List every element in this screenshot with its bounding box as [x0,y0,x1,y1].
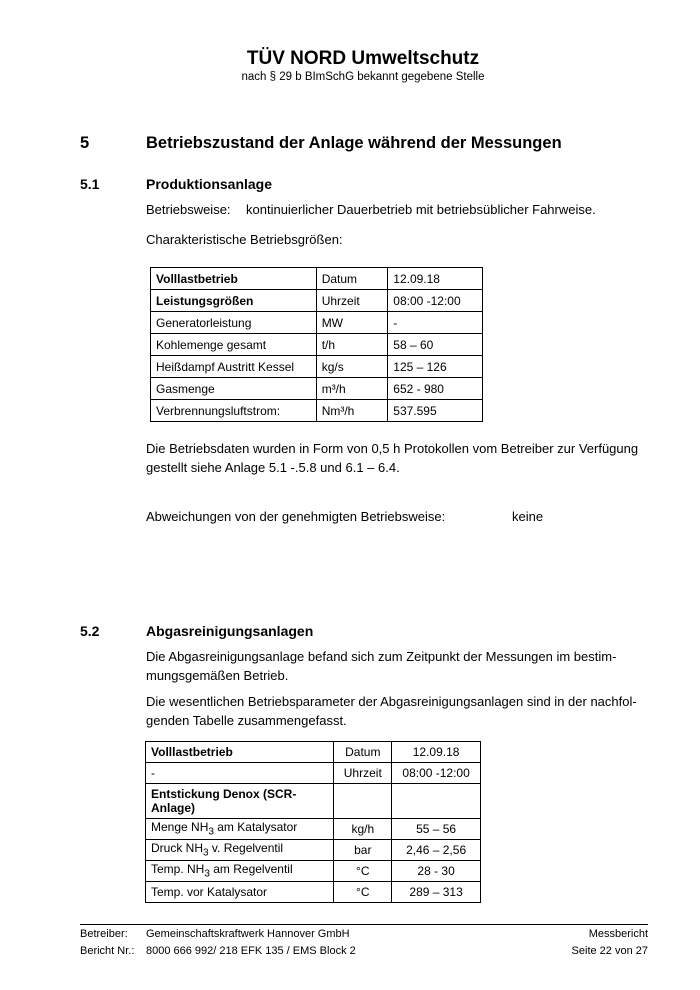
table-cell: Datum [334,742,392,763]
table-cell [146,819,334,840]
header-subtitle: nach § 29 b BImSchG bekannt gegebene Stelle [241,71,485,83]
footer-report-value: 8000 666 992/ 218 EFK 135 / EMS Block 2 [146,945,356,957]
table-row [146,840,481,861]
text-part: am Katalysator [213,820,298,835]
table-cell: Uhrzeit [334,763,392,784]
deviation-value: keine [512,509,544,524]
table-cell: Volllastbetrieb [146,742,334,763]
table-cell: 58 – 60 [388,334,483,356]
text-part: am Regelventil [209,862,293,877]
table-cell: - [388,312,483,334]
table-cell: 652 - 980 [388,378,483,400]
text-part: Druck NH [151,841,204,856]
table-cell: - [146,763,334,784]
table-cell: °C [334,861,392,882]
table-cell [146,784,334,819]
table-row [151,356,483,378]
table-cell: m³/h [316,378,388,400]
table-row [146,882,481,903]
table-cell: kg/s [316,356,388,378]
text-part: Temp. NH [151,862,205,877]
table-cell: t/h [316,334,388,356]
section-5-2-number: 5.2 [80,623,100,639]
table-cell: 55 – 56 [392,819,481,840]
scr-table [145,741,481,903]
table-row [146,784,481,819]
text-part: v. Regelventil [208,841,284,856]
para1-line-1: Die Abgasreinigungsanlage befand sich zum Zeitpunkt der Messungen im bestim- [146,649,617,664]
table-row [146,763,481,784]
table-cell: 289 – 313 [392,882,481,903]
table-cell: 08:00 -12:00 [392,763,481,784]
characteristic-label: Charakteristische Betriebsgrößen: [146,232,343,247]
table-cell: bar [334,840,392,861]
para2-line-1: Die wesentlichen Betriebsparameter der Abgasreinigungsanlagen sind in der nachfol- [146,694,637,709]
table-cell: 12.09.18 [392,742,481,763]
subscript: 3 [208,826,214,838]
table-cell [334,784,392,819]
table-cell: 28 - 30 [392,861,481,882]
table-cell: Generatorleistung [151,312,317,334]
section-5-title: Betriebszustand der Anlage während der Messungen [146,134,562,152]
section-5-1-title: Produktionsanlage [146,176,273,192]
table-cell: 537.595 [388,400,483,422]
table-cell: Gasmenge [151,378,317,400]
table-cell-line: Anlage) [151,801,196,815]
table-row [151,400,483,422]
table-row [146,861,481,882]
table-row [146,819,481,840]
operation-mode-value: kontinuierlicher Dauerbetrieb mit betriebsüblicher Fahrweise. [246,202,596,217]
table-cell: kg/h [334,819,392,840]
table-row [151,378,483,400]
table-row [151,268,483,290]
table-cell: 08:00 -12:00 [388,290,483,312]
operation-mode-label: Betriebsweise: [146,202,231,217]
footer-operator-value: Gemeinschaftskraftwerk Hannover GmbH [146,928,350,940]
table-cell: 125 – 126 [388,356,483,378]
deviation-label: Abweichungen von der genehmigten Betriebsweise: [146,509,446,524]
table-cell: Temp. vor Katalysator [146,882,334,903]
footer-operator-label: Betreiber: [80,928,128,940]
section-5-number: 5 [80,134,90,152]
table-cell: Leistungsgrößen [151,290,317,312]
para1-line-2: mungsgemäßen Betrieb. [146,668,289,683]
table-cell: 2,46 – 2,56 [392,840,481,861]
section-5-2-title: Abgasreinigungsanlagen [146,623,314,639]
table-cell: °C [334,882,392,903]
table-cell: 12.09.18 [388,268,483,290]
table-cell: Kohlemenge gesamt [151,334,317,356]
table-cell: Volllastbetrieb [151,268,317,290]
table-cell-line: Entstickung Denox (SCR- [151,787,297,801]
table-cell [392,784,481,819]
table-row [146,742,481,763]
header-title: TÜV NORD Umweltschutz [246,48,480,69]
table-cell: MW [316,312,388,334]
table-cell [146,840,334,861]
note-line-1: Die Betriebsdaten wurden in Form von 0,5 h Protokollen vom Betreiber zur Verfügung [146,441,639,456]
note-line-2: gestellt siehe Anlage 5.1 -.5.8 und 6.1 – 6.4. [146,460,400,475]
text-part: Menge NH [151,820,209,835]
section-5-1-number: 5.1 [80,176,100,192]
table-row [151,312,483,334]
table-row [151,290,483,312]
production-table [150,267,483,422]
footer-report-label: Bericht Nr.: [80,945,135,957]
subscript: 3 [204,868,210,880]
table-cell: Verbrennungsluftstrom: [151,400,317,422]
footer-divider [80,924,648,925]
footer-page-number: Seite 22 von 27 [571,945,648,957]
subscript: 3 [203,847,209,859]
footer-doc-type: Messbericht [588,928,648,940]
table-cell [146,861,334,882]
table-row [151,334,483,356]
para2-line-2: genden Tabelle zusammengefasst. [146,713,347,728]
table-cell: Nm³/h [316,400,388,422]
table-cell: Uhrzeit [316,290,388,312]
table-cell: Datum [316,268,388,290]
table-cell: Heißdampf Austritt Kessel [151,356,317,378]
